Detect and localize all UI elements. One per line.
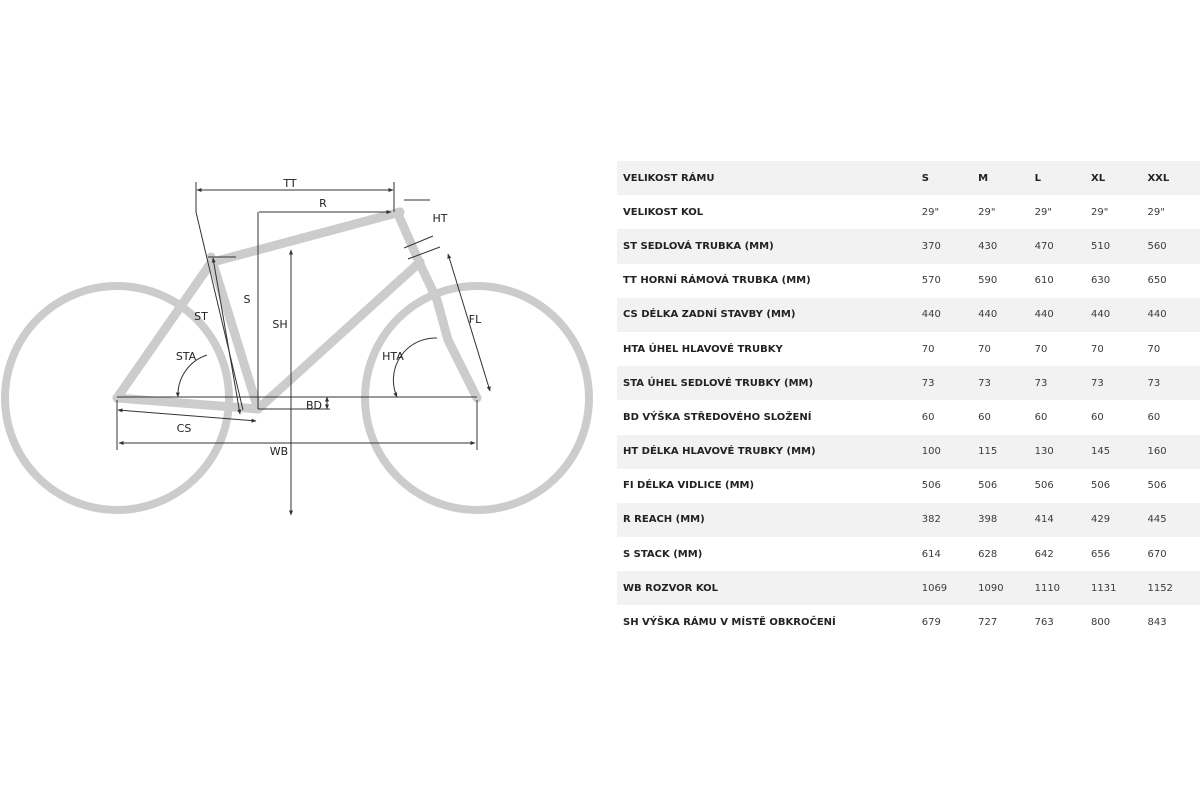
top-tube [213,212,400,262]
row-value: 590 [978,275,998,287]
row-value: 656 [1091,548,1111,560]
row-label: HTA ÚHEL HLAVOVÉ TRUBKY [623,343,783,355]
row-value: 440 [1147,309,1167,321]
down-tube [258,262,420,409]
row-value: 506 [1147,480,1167,492]
row-value: 843 [1147,617,1167,629]
row-value: 73 [921,377,935,389]
table-row [617,400,1200,434]
row-value: 70 [921,343,935,355]
row-label: R REACH (MM) [623,514,705,526]
label-hta: HTA [382,350,404,363]
row-value: 1090 [978,582,1004,594]
row-value: 1069 [921,582,948,594]
size-s: S [921,172,929,184]
row-value: 29" [1147,206,1165,218]
row-value: 73 [1091,377,1104,389]
row-value: 506 [1091,480,1111,492]
row-value: 506 [1034,480,1054,492]
row-label: CS DÉLKA ZADNÍ STAVBY (MM) [623,309,796,321]
row-value: 370 [921,240,941,252]
row-value: 614 [921,548,941,560]
label-cs: CS [176,422,192,435]
row-value: 70 [1034,343,1048,355]
row-value: 29" [1034,206,1052,218]
row-value: 763 [1034,617,1054,629]
label-s: S [243,293,251,306]
row-value: 510 [1091,240,1111,252]
row-value: 650 [1147,275,1167,287]
table-row [617,332,1200,366]
seat-stay [117,260,213,398]
row-value: 570 [921,275,941,287]
row-value: 382 [921,514,941,526]
row-label: FI DÉLKA VIDLICE (MM) [623,480,755,492]
row-value: 628 [978,548,998,560]
row-value: 414 [1034,514,1054,526]
label-fl: FL [468,313,482,326]
row-label: VELIKOST KOL [623,206,704,218]
seat-tube [211,257,258,409]
row-value: 60 [1091,411,1104,423]
row-value: 73 [1147,377,1161,389]
row-value: 130 [1034,446,1054,458]
table-row [617,366,1200,400]
bike-frame [117,212,477,409]
row-value: 670 [1147,548,1167,560]
row-value: 506 [921,480,941,492]
row-value: 445 [1147,514,1167,526]
row-value: 70 [1147,343,1161,355]
row-value: 29" [1091,206,1109,218]
row-value: 60 [1147,411,1161,423]
table-row [617,195,1200,229]
row-value: 115 [978,446,998,458]
row-value: 29" [978,206,996,218]
table-header-row [617,161,1200,195]
row-value: 506 [978,480,998,492]
header-label: VELIKOST RÁMU [623,172,715,184]
row-value: 727 [978,617,998,629]
label-bd: BD [305,399,323,412]
label-r: R [319,197,327,210]
row-value: 60 [978,411,991,423]
row-value: 440 [1034,309,1054,321]
table-row [617,469,1200,503]
table-row [617,605,1200,639]
size-xl: XL [1091,172,1106,184]
row-label: WB ROZVOR KOL [623,582,719,594]
row-value: 160 [1147,446,1167,458]
table-row [617,298,1200,332]
row-label: STA ÚHEL SEDLOVÉ TRUBKY (MM) [623,377,814,389]
row-value: 440 [921,309,941,321]
row-value: 70 [978,343,991,355]
table-row [617,503,1200,537]
row-value: 100 [921,446,941,458]
size-xxl: XXL [1147,172,1170,184]
row-value: 73 [1034,377,1048,389]
table-body [617,195,1200,639]
row-value: 145 [1091,446,1111,458]
row-label: BD VÝŠKA STŘEDOVÉHO SLOŽENÍ [623,411,812,423]
label-wb: WB [269,445,289,458]
row-value: 800 [1091,617,1111,629]
geometry-table [617,161,1200,640]
head-tube [398,214,420,264]
row-value: 679 [921,617,941,629]
size-l: L [1034,172,1041,184]
row-label: SH VÝŠKA RÁMU V MÍSTĚ OBKROČENÍ [623,617,836,629]
row-value: 1152 [1147,582,1173,594]
row-value: 73 [978,377,991,389]
row-value: 470 [1034,240,1054,252]
size-m: M [978,172,989,184]
row-value: 630 [1091,275,1111,287]
label-st: ST [194,310,208,323]
row-value: 398 [978,514,998,526]
row-value: 70 [1091,343,1104,355]
row-value: 29" [921,206,940,218]
row-value: 429 [1091,514,1111,526]
row-value: 1131 [1091,582,1117,594]
row-label: S STACK (MM) [623,548,703,560]
row-value: 430 [978,240,998,252]
row-value: 60 [1034,411,1048,423]
table-row [617,571,1200,605]
row-value: 642 [1034,548,1054,560]
label-tt: TT [283,177,297,190]
chain-stay [117,398,258,409]
label-sta: STA [175,350,197,363]
row-value: 60 [921,411,935,423]
row-value: 610 [1034,275,1054,287]
label-ht: HT [432,212,448,225]
row-label: HT DÉLKA HLAVOVÉ TRUBKY (MM) [623,446,816,458]
label-sh: SH [272,318,288,331]
row-value: 440 [978,309,998,321]
table-row [617,229,1200,263]
table-row [617,264,1200,298]
row-value: 440 [1091,309,1111,321]
table-row [617,537,1200,571]
row-value: 560 [1147,240,1167,252]
table-row [617,435,1200,469]
row-label: ST SEDLOVÁ TRUBKA (MM) [623,240,774,252]
row-value: 1110 [1034,582,1061,594]
row-label: TT HORNÍ RÁMOVÁ TRUBKA (MM) [623,275,811,287]
